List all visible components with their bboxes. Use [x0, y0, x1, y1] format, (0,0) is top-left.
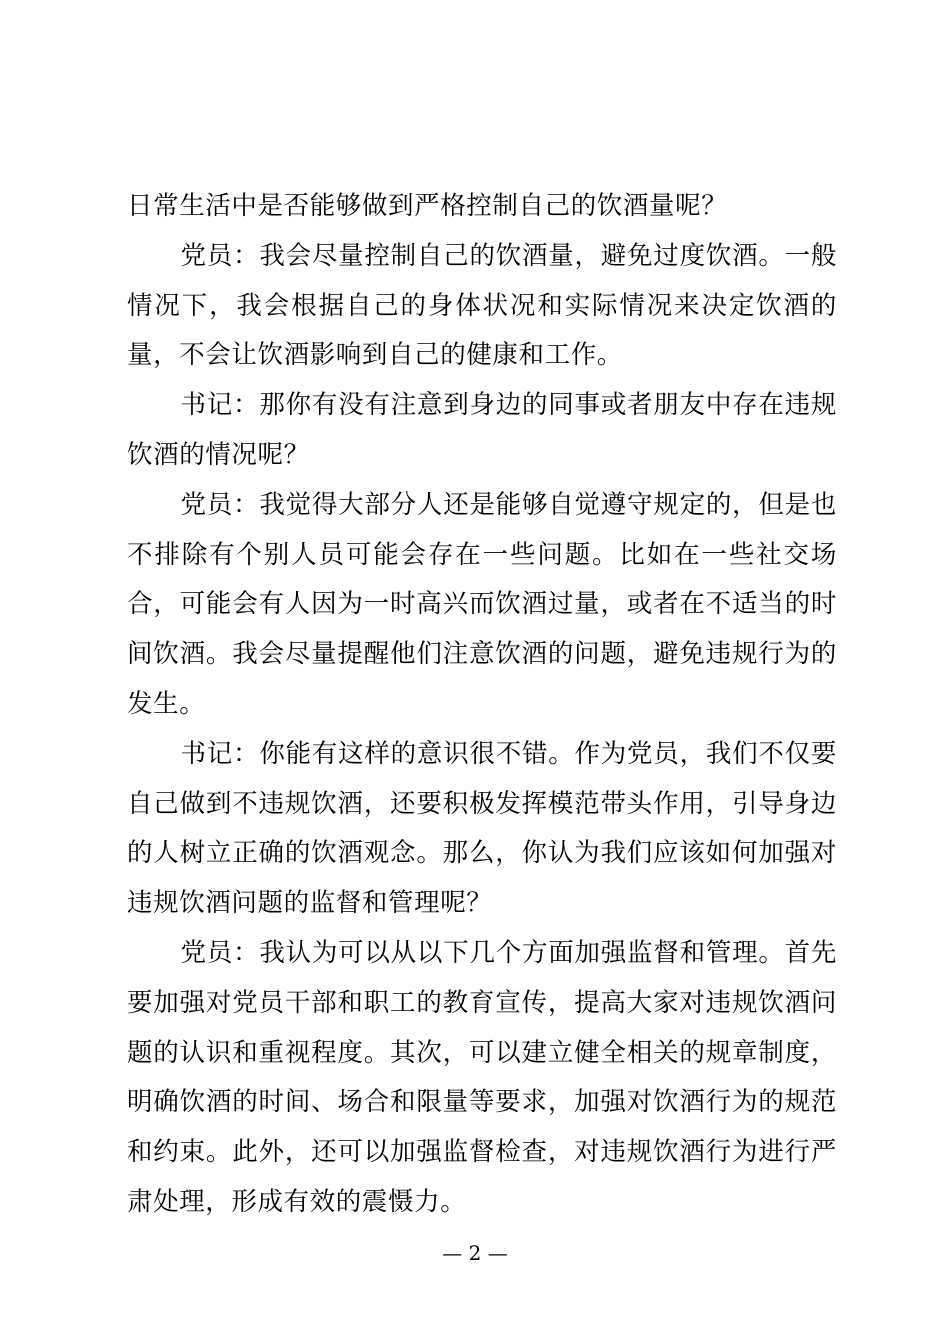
paragraph-party-member-answer-1: 党员：我会尽量控制自己的饮酒量，避免过度饮酒。一般情况下，我会根据自己的身体状况和实际情况来决定饮酒的量，不会让饮酒影响到自己的健康和工作。: [127, 240, 837, 371]
paragraph-continuation: 日常生活中是否能够做到严格控制自己的饮酒量呢？: [127, 191, 728, 221]
paragraph-secretary-question-1: 书记：那你有没有注意到身边的同事或者朋友中存在违规饮酒的情况呢？: [127, 390, 837, 470]
paragraph-party-member-answer-2: 党员：我觉得大部分人还是能够自觉遵守规定的，但是也不排除有个别人员可能会存在一些问题。比如在一些社交场合，可能会有人因为一时高兴而饮酒过量，或者在不适当的时间饮酒。我会尽量提醒他们注意饮酒的问题，避免违规行为的发生。: [127, 489, 837, 719]
document-body: [127, 182, 837, 1228]
paragraph-secretary-question-2: 书记：你能有这样的意识很不错。作为党员，我们不仅要自己做到不违规饮酒，还要积极发挥模范带头作用，引导身边的人树立正确的饮酒观念。那么，你认为我们应该如何加强对违规饮酒问题的监督和管理呢？: [127, 738, 837, 919]
paragraph-party-member-answer-3: 党员：我认为可以从以下几个方面加强监督和管理。首先要加强对党员干部和职工的教育宣传，提高大家对违规饮酒问题的认识和重视程度。其次，可以建立健全相关的规章制度，明确饮酒的时间、场合和限量等要求，加强对饮酒行为的规范和约束。此外，还可以加强监督检查，对违规饮酒行为进行严肃处理，形成有效的震慑力。: [127, 937, 837, 1217]
page-number: — 2 —: [442, 1241, 508, 1265]
